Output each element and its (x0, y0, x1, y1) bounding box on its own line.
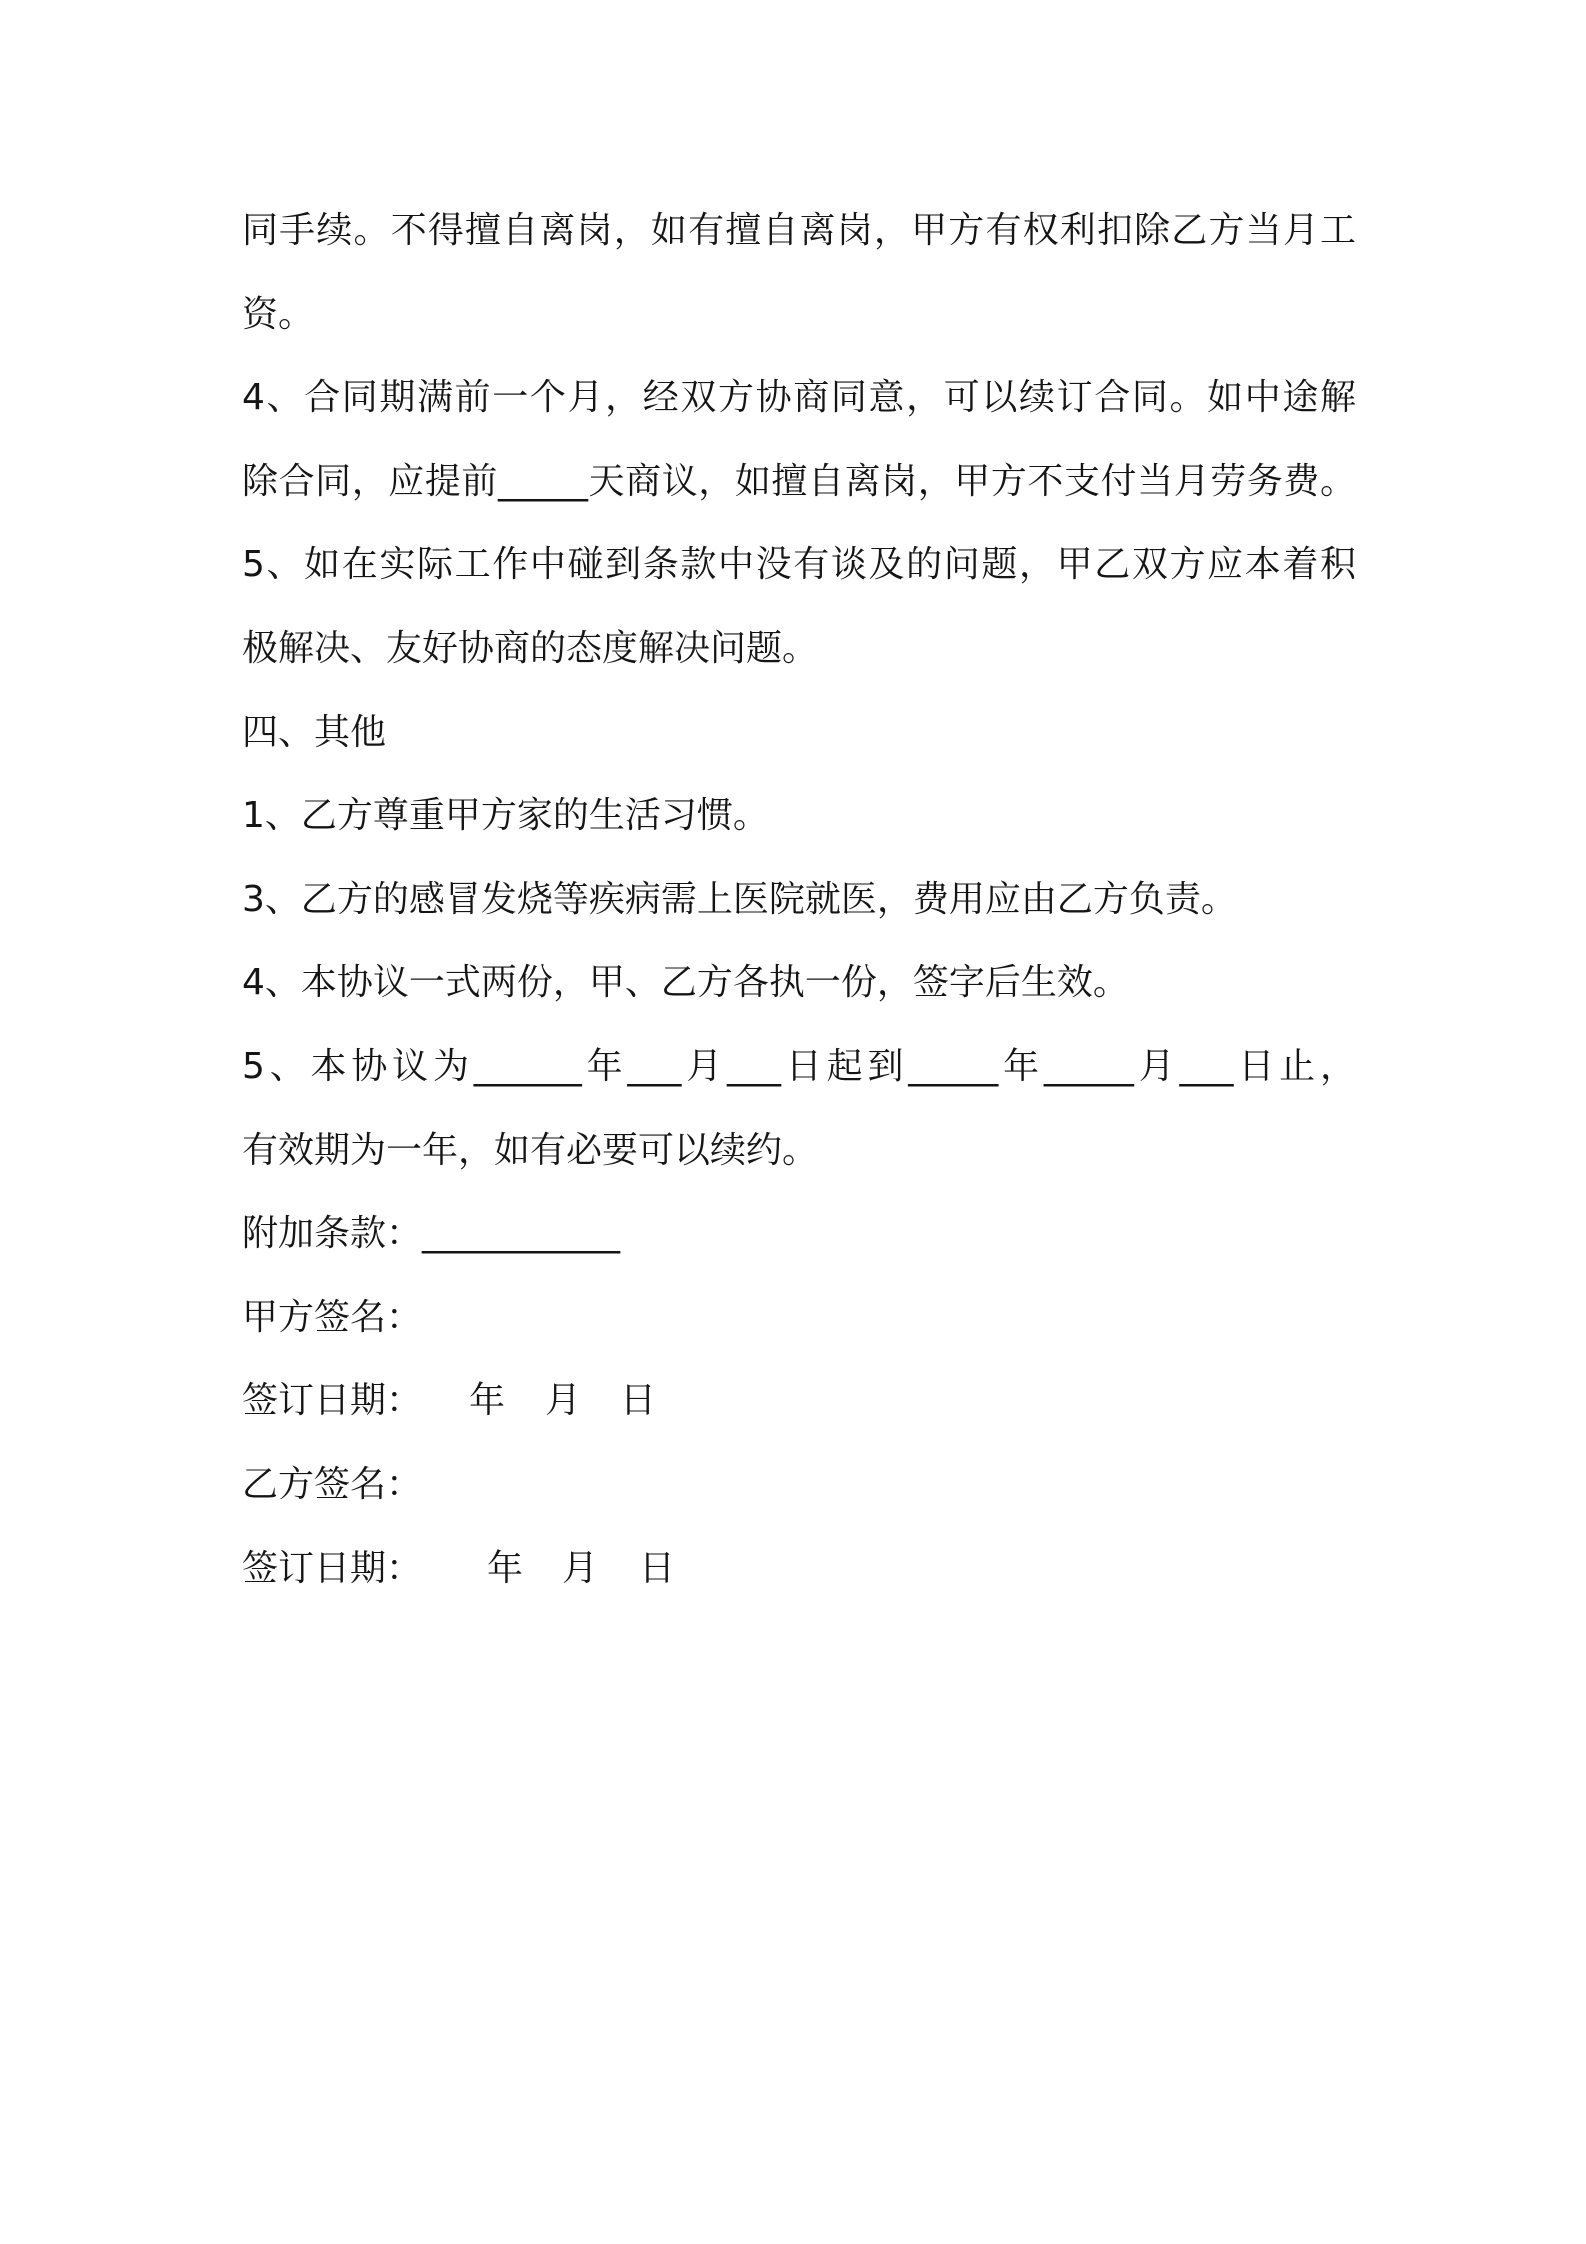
additional-terms: 附加条款：___________ (242, 1213, 621, 1255)
clause-3-tail (242, 189, 1356, 356)
party-b-signature-label: 乙方签名： (242, 1463, 423, 1505)
paragraph-line: 5、本协议为______年___月___日起到_____年_____月___日止， (242, 1045, 1356, 1087)
paragraph-line: 同手续。不得擅自离岗，如有擅自离岗，甲方有权利扣除乙方当月工 (242, 210, 1356, 251)
paragraph-line: 除合同，应提前_____天商议，如擅自离岗，甲方不支付当月劳务费。 (242, 460, 1356, 502)
year-unit: 年 (469, 1380, 506, 1422)
paragraph-line: 4、合同期满前一个月，经双方协商同意，可以续订合同。如中途解 (242, 377, 1356, 419)
paragraph-line: 5、如在实际工作中碰到条款中没有谈及的问题，甲乙双方应本着积 (242, 544, 1356, 586)
clause-5 (242, 523, 1356, 690)
party-b-sign-date (242, 1527, 1356, 1611)
sign-date-label: 签订日期： (242, 1547, 423, 1589)
paragraph-line: 有效期为一年，如有必要可以续约。 (242, 1129, 819, 1171)
day-unit: 日 (620, 1380, 657, 1422)
list-item: 1、乙方尊重甲方家的生活习惯。 (242, 795, 769, 837)
year-unit: 年 (487, 1547, 524, 1589)
list-item: 4、本协议一式两份，甲、乙方各执一份，签字后生效。 (242, 962, 1129, 1004)
paragraph-line: 资。 (242, 293, 315, 335)
party-a-sign-date (242, 1359, 1356, 1443)
paragraph-line: 极解决、友好协商的态度解决问题。 (242, 627, 819, 669)
document-body (242, 189, 1356, 1610)
sign-date-label: 签订日期： (242, 1380, 423, 1422)
section-heading: 四、其他 (242, 711, 387, 753)
clause-4 (242, 356, 1356, 523)
list-item: 3、乙方的感冒发烧等疾病需上医院就医，费用应由乙方负责。 (242, 878, 1237, 920)
agreement-term-clause (242, 1025, 1356, 1192)
month-unit: 月 (562, 1547, 599, 1589)
day-unit: 日 (639, 1547, 676, 1589)
month-unit: 月 (545, 1380, 582, 1422)
party-a-signature-label: 甲方签名： (242, 1296, 423, 1338)
